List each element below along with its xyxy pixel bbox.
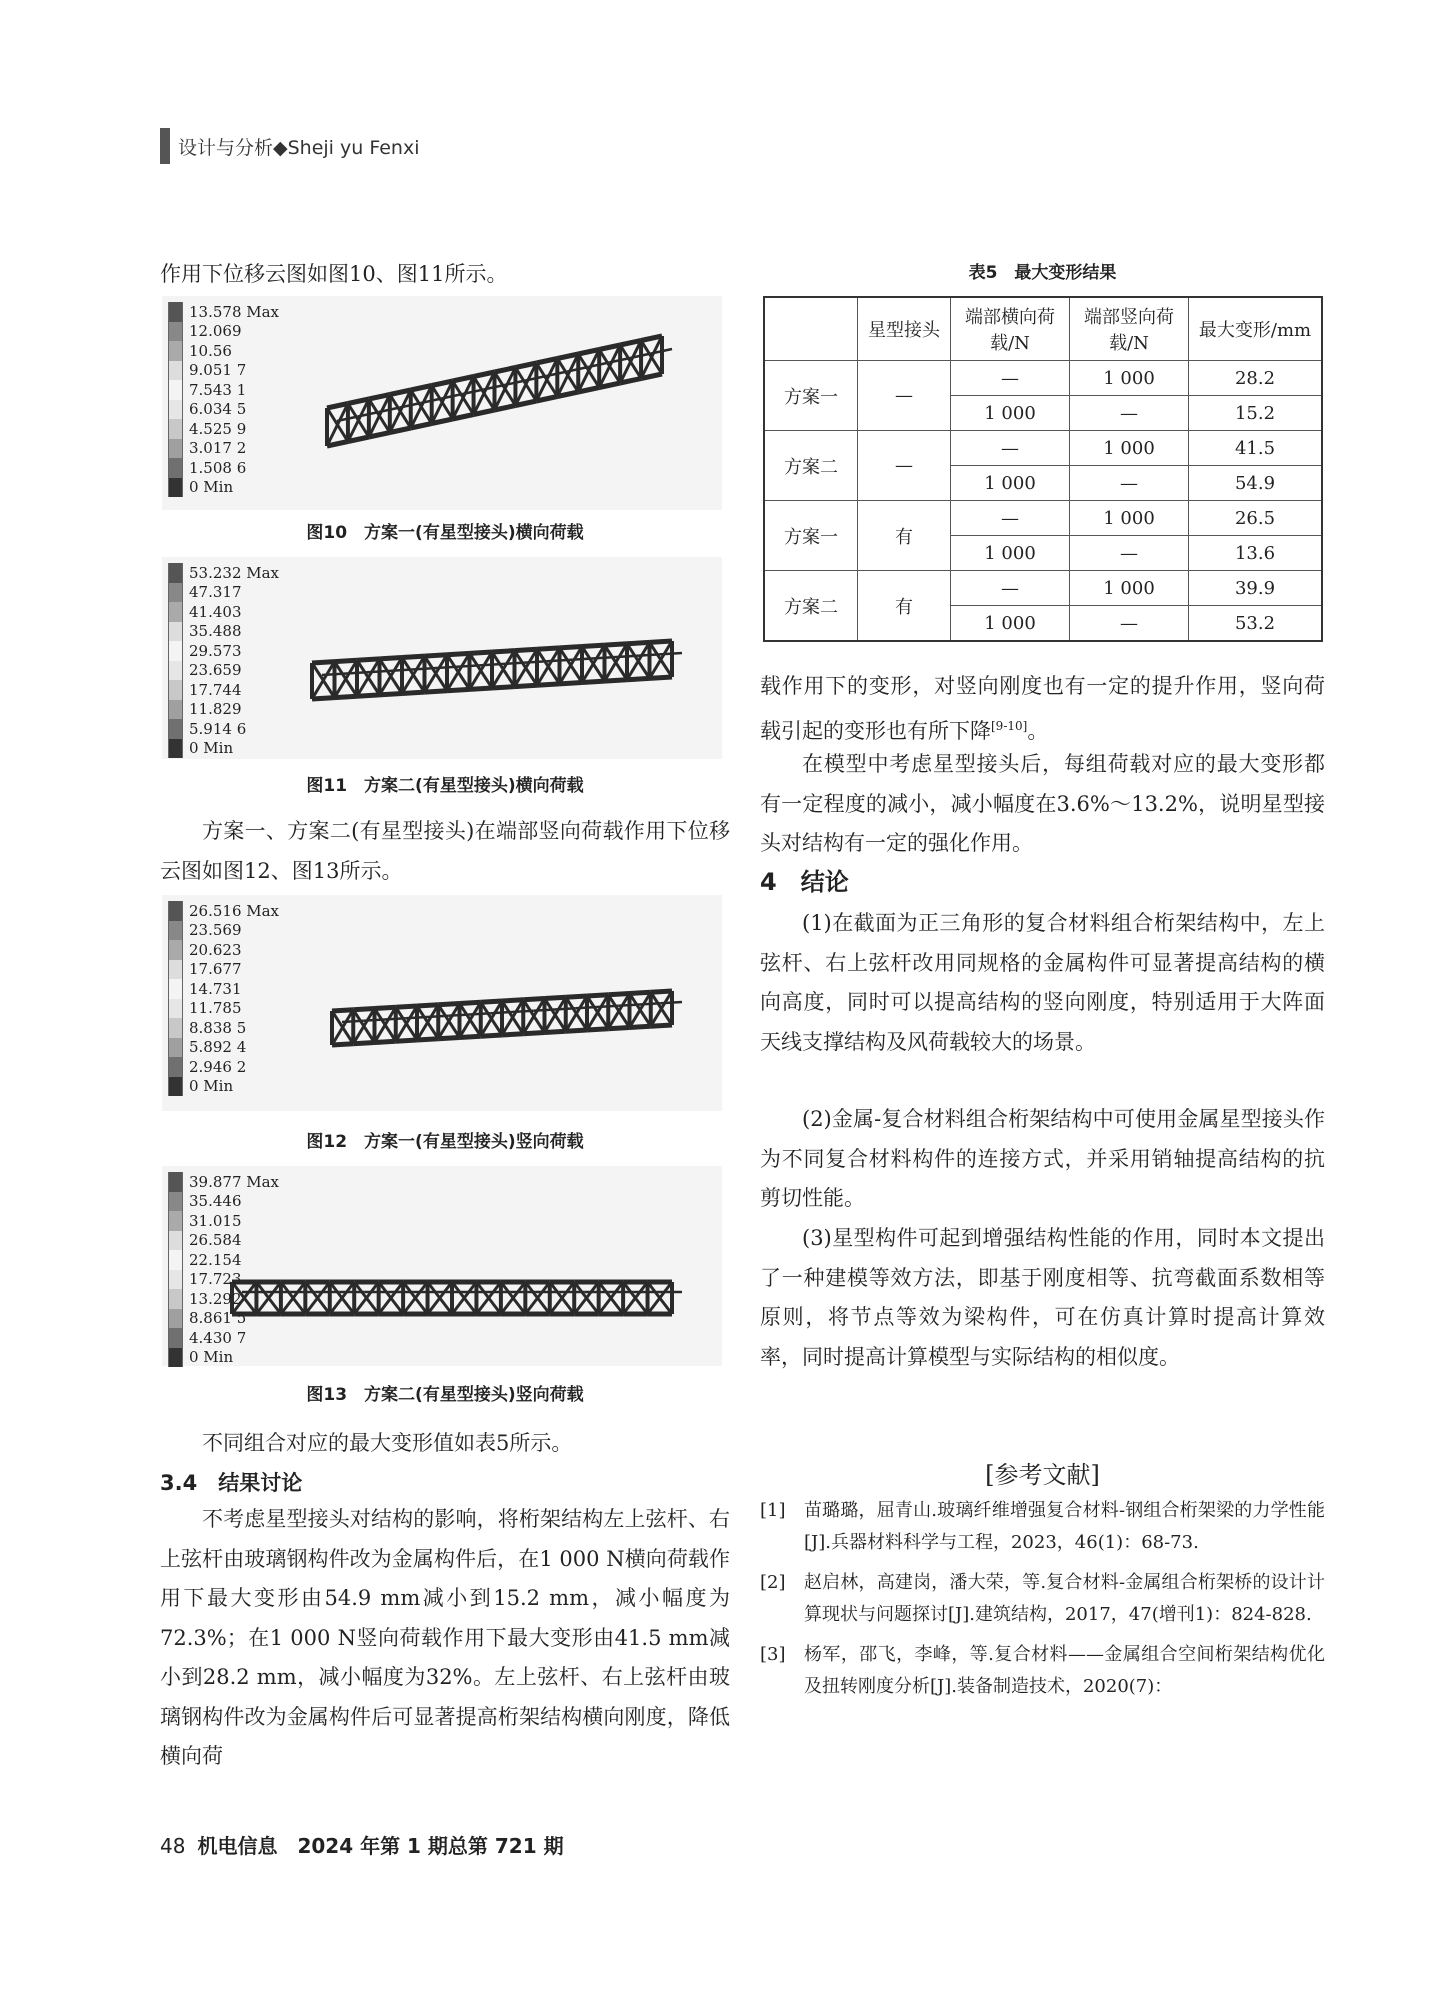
table-cell: 39.9 [1189, 571, 1323, 606]
legend-swatch [168, 1250, 183, 1270]
left-p4 [160, 1500, 730, 1777]
legend-swatch [168, 719, 183, 739]
reference-item [760, 1567, 1325, 1631]
legend-swatch [168, 380, 183, 400]
legend-row [168, 921, 279, 941]
legend-row [168, 583, 279, 603]
legend-swatch [168, 680, 183, 700]
legend-swatch [168, 563, 183, 583]
legend-label: 29.573 [189, 641, 242, 660]
legend-swatch [168, 622, 183, 642]
figure-10-caption: 图10 方案一(有星型接头)横向荷载 [306, 523, 584, 543]
legend-row [168, 960, 279, 980]
table-cell: — [951, 361, 1070, 396]
legend-row [168, 1211, 279, 1231]
legend-label: 39.877 Max [189, 1172, 280, 1191]
legend-label: 22.154 [189, 1250, 242, 1269]
table-header-cell: 最大变形/mm [1189, 297, 1323, 361]
table-cell: 1 000 [1070, 571, 1189, 606]
reference-number: [2] [760, 1572, 786, 1593]
legend-swatch [168, 979, 183, 999]
legend-label: 1.508 6 [189, 458, 247, 477]
legend-label: 0 Min [189, 1348, 234, 1367]
figure-13 [162, 1166, 722, 1366]
legend-label: 10.56 [189, 341, 232, 360]
legend-row [168, 940, 279, 960]
legend-label: 41.403 [189, 602, 242, 621]
scheme-cell: 方案一 [764, 501, 858, 571]
reference-text: 苗璐璐，屈青山.玻璃纤维增强复合材料-钢组合桁架梁的力学性能[J].兵器材料科学与工程，2023，46(1)：68-73. [804, 1500, 1325, 1553]
table-cell: 1 000 [951, 606, 1070, 642]
table-row [764, 501, 1322, 536]
legend-swatch [168, 1289, 183, 1309]
legend-row [168, 700, 279, 720]
legend-row [168, 439, 279, 459]
legend-label: 20.623 [189, 940, 242, 959]
table-cell: — [1070, 606, 1189, 642]
header-text: 设计与分析◆Sheji yu Fenxi [178, 136, 420, 159]
scheme-cell: 方案二 [764, 431, 858, 501]
legend-label: 0 Min [189, 1077, 234, 1096]
legend-swatch [168, 361, 183, 381]
legend-swatch [168, 1077, 183, 1097]
scheme-cell: 方案一 [764, 361, 858, 431]
table-cell: 1 000 [951, 466, 1070, 501]
legend-swatch [168, 341, 183, 361]
legend-swatch [168, 661, 183, 681]
table-header-cell: 端部横向荷载/N [951, 297, 1070, 361]
legend-label: 17.723 [189, 1270, 242, 1289]
legend-row [168, 739, 279, 759]
legend-row [168, 641, 279, 661]
legend-swatch [168, 419, 183, 439]
legend-row [168, 979, 279, 999]
table-cell: 1 000 [1070, 431, 1189, 466]
table-cell: 54.9 [1189, 466, 1323, 501]
table-cell: 28.2 [1189, 361, 1323, 396]
legend-label: 3.017 2 [189, 439, 247, 458]
joint-cell: — [858, 361, 951, 431]
table-cell: 1 000 [1070, 501, 1189, 536]
reference-text: 杨军，邵飞，李峰，等.复合材料——金属组合空间桁架结构优化及扭转刚度分析[J].装备制造技术，2020(7)： [804, 1644, 1325, 1697]
table-cell: — [1070, 396, 1189, 431]
legend-row [168, 1231, 279, 1251]
right-p1 [760, 667, 1325, 751]
joint-cell: 有 [858, 571, 951, 642]
table-header-row [764, 297, 1322, 361]
legend-label: 8.861 5 [189, 1309, 247, 1328]
legend-label: 7.543 1 [189, 380, 247, 399]
paragraph: (1)在截面为正三角形的复合材料组合桁架结构中，左上弦杆、右上弦杆改用同规格的金属构件可显著提高结构的横向高度，同时可以提高结构的竖向刚度，特别适用于大阵面天线支撑结构及风荷载较大的场景。 [760, 911, 1325, 1054]
section-4-heading: 4 结论 [760, 868, 849, 896]
table-cell: 41.5 [1189, 431, 1323, 466]
legend-row [168, 302, 279, 322]
legend-label: 0 Min [189, 478, 234, 497]
paragraph-end: 。 [1027, 718, 1049, 743]
legend-label: 4.525 9 [189, 419, 247, 438]
table-cell: — [951, 571, 1070, 606]
legend-row [168, 563, 279, 583]
table-row [764, 361, 1322, 396]
legend-swatch [168, 999, 183, 1019]
paragraph: (2)金属-复合材料组合桁架结构中可使用金属星型接头作为不同复合材料构件的连接方式，并采用销轴提高结构的抗剪切性能。 [760, 1107, 1325, 1210]
reference-item [760, 1639, 1325, 1703]
legend-label: 2.946 2 [189, 1057, 247, 1076]
figure-10 [162, 296, 722, 510]
legend-swatch [168, 1172, 183, 1192]
legend-row [168, 1250, 279, 1270]
table-cell: 53.2 [1189, 606, 1323, 642]
right-p2 [760, 745, 1325, 864]
paragraph: 不考虑星型接头对结构的影响，将桁架结构左上弦杆、右上弦杆由玻璃钢构件改为金属构件后，在1 000 N横向荷载作用下最大变形由54.9 mm减小到15.2 mm，减小幅度为72.3%；在1 000 N竖向荷载作用下最大变形由41.5 mm减小到28.2 mm，减小幅度为32%。左上弦杆、右上弦杆由玻璃钢构件改为金属构件后可显著提高桁架结构横向刚度，降低横向荷 [160, 1507, 730, 1768]
table-header-cell: 端部竖向荷载/N [1070, 297, 1189, 361]
legend-swatch [168, 322, 183, 342]
legend-label: 11.785 [189, 999, 242, 1018]
conclusion-3 [760, 1219, 1325, 1377]
reference-number: [1] [760, 1500, 786, 1521]
legend-swatch [168, 583, 183, 603]
legend-label: 31.015 [189, 1211, 242, 1230]
legend-label: 6.034 5 [189, 400, 247, 419]
legend-row [168, 1192, 279, 1212]
legend [168, 1172, 279, 1367]
table-5-title: 表5 最大变形结果 [968, 263, 1117, 283]
figure-11-caption: 图11 方案二(有星型接头)横向荷载 [306, 776, 584, 796]
legend-swatch [168, 1018, 183, 1038]
left-p2 [160, 812, 730, 891]
table-5 [763, 296, 1323, 642]
legend-label: 23.569 [189, 921, 242, 940]
reference-item [760, 1495, 1325, 1559]
reference-number: [3] [760, 1644, 786, 1665]
page-number: 48 [160, 1834, 186, 1858]
legend-row [168, 322, 279, 342]
table-row [764, 571, 1322, 606]
paragraph: 不同组合对应的最大变形值如表5所示。 [202, 1431, 573, 1455]
legend-label: 17.744 [189, 680, 242, 699]
legend-swatch [168, 302, 183, 322]
legend-label: 13.578 Max [189, 302, 280, 321]
legend-row [168, 661, 279, 681]
legend-label: 4.430 7 [189, 1328, 247, 1347]
legend-row [168, 419, 279, 439]
legend-row [168, 719, 279, 739]
legend-label: 35.446 [189, 1192, 242, 1211]
legend-row [168, 1038, 279, 1058]
legend-row [168, 622, 279, 642]
legend-row [168, 1328, 279, 1348]
running-header [160, 128, 419, 164]
legend-label: 23.659 [189, 661, 242, 680]
paragraph: 在模型中考虑星型接头后，每组荷载对应的最大变形都有一定程度的减小，减小幅度在3.6%～13.2%，说明星型接头对结构有一定的强化作用。 [760, 752, 1325, 855]
legend-label: 47.317 [189, 583, 242, 602]
legend-label: 0 Min [189, 739, 234, 758]
legend-row [168, 458, 279, 478]
journal-info: 机电信息 2024 年第 1 期总第 721 期 [197, 1834, 564, 1858]
legend-label: 11.829 [189, 700, 242, 719]
legend-row [168, 999, 279, 1019]
legend-row [168, 400, 279, 420]
legend-swatch [168, 439, 183, 459]
legend-swatch [168, 400, 183, 420]
joint-cell: — [858, 431, 951, 501]
legend-label: 53.232 Max [189, 563, 280, 582]
legend-row [168, 478, 279, 498]
table-header-cell [764, 297, 858, 361]
joint-cell: 有 [858, 501, 951, 571]
references-heading: [参考文献] [985, 1461, 1100, 1489]
table-cell: — [951, 501, 1070, 536]
section-3-4-heading: 3.4 结果讨论 [160, 1471, 303, 1495]
legend-swatch [168, 739, 183, 759]
table-cell: 1 000 [951, 396, 1070, 431]
legend-swatch [168, 921, 183, 941]
paragraph: (3)星型构件可起到增强结构性能的作用，同时本文提出了一种建模等效方法，即基于刚度相等、抗弯截面系数相等原则，将节点等效为梁构件，可在仿真计算时提高计算效率，同时提高计算模型与实际结构的相似度。 [760, 1226, 1325, 1369]
legend-swatch [168, 901, 183, 921]
legend-swatch [168, 1192, 183, 1212]
references-list [760, 1495, 1325, 1711]
figure-12-caption: 图12 方案一(有星型接头)竖向荷载 [306, 1132, 584, 1152]
legend-label: 8.838 5 [189, 1018, 247, 1037]
legend-swatch [168, 1211, 183, 1231]
citation: [9-10] [991, 718, 1028, 733]
paragraph: 作用下位移云图如图10、图11所示。 [160, 262, 508, 286]
table-cell: 13.6 [1189, 536, 1323, 571]
legend [168, 901, 279, 1096]
legend-swatch [168, 700, 183, 720]
legend-swatch [168, 940, 183, 960]
legend-swatch [168, 641, 183, 661]
legend-label: 26.584 [189, 1231, 242, 1250]
left-p3 [160, 1424, 730, 1464]
legend-row [168, 1077, 279, 1097]
table-header-cell: 星型接头 [858, 297, 951, 361]
table-cell: 15.2 [1189, 396, 1323, 431]
legend-label: 17.677 [189, 960, 242, 979]
legend-row [168, 1309, 279, 1329]
page-footer [160, 1830, 564, 1859]
legend [168, 563, 279, 758]
legend-row [168, 1018, 279, 1038]
legend-swatch [168, 1270, 183, 1290]
table-cell: — [951, 431, 1070, 466]
table-cell: 1 000 [1070, 361, 1189, 396]
table-cell: — [1070, 466, 1189, 501]
legend-row [168, 1172, 279, 1192]
paragraph: 方案一、方案二(有星型接头)在端部竖向荷载作用下位移云图如图12、图13所示。 [160, 819, 730, 883]
legend-label: 35.488 [189, 622, 242, 641]
conclusion-1 [760, 904, 1325, 1062]
legend-swatch [168, 1038, 183, 1058]
legend-swatch [168, 1057, 183, 1077]
legend-swatch [168, 458, 183, 478]
legend-swatch [168, 478, 183, 498]
left-p1 [160, 255, 730, 295]
legend-row [168, 602, 279, 622]
legend-row [168, 1057, 279, 1077]
legend-row [168, 361, 279, 381]
legend-label: 26.516 Max [189, 901, 280, 920]
legend-swatch [168, 1328, 183, 1348]
reference-text: 赵启林，高建岗，潘大荣，等.复合材料-金属组合桁架桥的设计计算现状与问题探讨[J].建筑结构，2017，47(增刊1)：824-828. [804, 1572, 1325, 1625]
legend-row [168, 901, 279, 921]
legend-swatch [168, 1309, 183, 1329]
table-row [764, 431, 1322, 466]
legend-row [168, 341, 279, 361]
figure-11 [162, 557, 722, 759]
figure-12 [162, 895, 722, 1111]
conclusion-2 [760, 1100, 1325, 1219]
legend [168, 302, 279, 497]
legend-row [168, 1270, 279, 1290]
legend-label: 5.914 6 [189, 719, 247, 738]
table-cell: 26.5 [1189, 501, 1323, 536]
legend-row [168, 380, 279, 400]
table-cell: — [1070, 536, 1189, 571]
legend-label: 12.069 [189, 322, 242, 341]
figure-13-caption: 图13 方案二(有星型接头)竖向荷载 [306, 1385, 584, 1405]
legend-swatch [168, 1348, 183, 1368]
table-cell: 1 000 [951, 536, 1070, 571]
legend-swatch [168, 602, 183, 622]
paragraph [760, 667, 1325, 751]
paragraph-text: 载作用下的变形，对竖向刚度也有一定的提升作用，竖向荷载引起的变形也有所下降 [760, 674, 1325, 743]
legend-label: 5.892 4 [189, 1038, 247, 1057]
legend-label: 9.051 7 [189, 361, 247, 380]
header-bar [160, 128, 170, 164]
legend-swatch [168, 1231, 183, 1251]
legend-row [168, 1348, 279, 1368]
legend-swatch [168, 960, 183, 980]
legend-label: 13.292 [189, 1289, 242, 1308]
legend-label: 14.731 [189, 979, 242, 998]
legend-row [168, 680, 279, 700]
scheme-cell: 方案二 [764, 571, 858, 642]
legend-row [168, 1289, 279, 1309]
